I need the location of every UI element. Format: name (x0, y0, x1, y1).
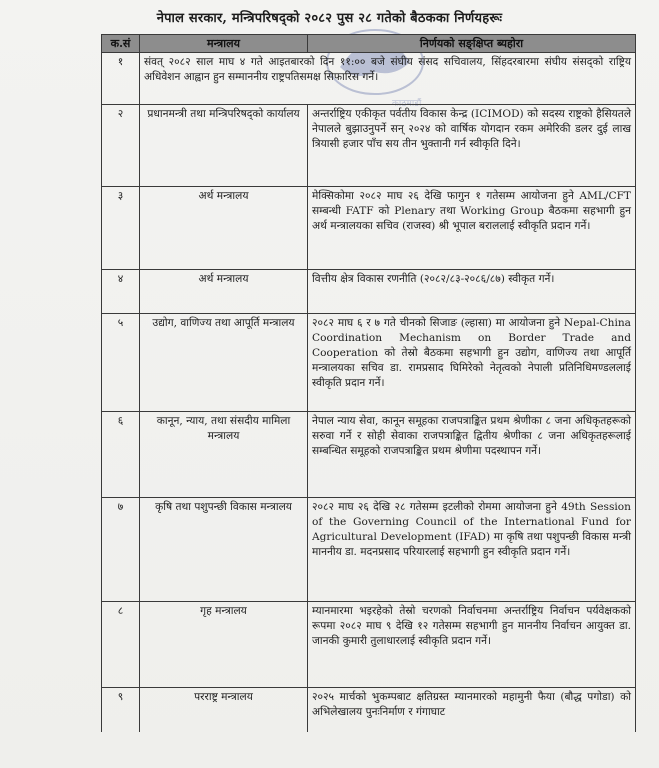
table-row (102, 187, 636, 270)
table-row (102, 498, 636, 602)
row-decision: २०८२ माघ ६ र ७ गते चीनको सिजाङ (ल्हासा) मा आयोजना हुने Nepal-China Coordination Mechanism on Border Trade and Cooperation को तेस्रो बैठकमा सहभागी हुन उद्योग, वाणिज्य तथा आपूर्ति मन्त्रालयका सचिव डा. रामप्रसाद घिमिरेको नेतृत्वको नेपाली प्रतिनिधिमण्डललाई स्वीकृति प्रदान गर्ने। (308, 314, 636, 412)
table-row (102, 314, 636, 412)
table-row (102, 53, 636, 105)
column-header-decision: निर्णयको सङ्क्षिप्त ब्यहोरा (308, 35, 636, 53)
seal-text: काठमाडौं (392, 99, 422, 109)
column-header-sn: क.सं (102, 35, 140, 53)
row-decision: वित्तीय क्षेत्र विकास रणनीति (२०८२/८३-२०८६/८७) स्वीकृत गर्ने। (308, 270, 636, 314)
row-sn: १ (102, 53, 140, 105)
row-ministry: कानून, न्याय, तथा संसदीय मामिला मन्त्रालय (140, 412, 308, 498)
document-title: नेपाल सरकार, मन्त्रिपरिषद्को २०८२ पुस २८ गतेको बैठकका निर्णयहरूः (156, 11, 503, 26)
row-decision: २०८२ माघ २६ देखि २८ गतेसम्म इटलीको रोममा आयोजना हुने 49th Session of the Governing Council of the International Fund for Agricultural Development (IFAD) मा कृषि तथा पशुपन्छी विकास मन्त्री माननीय डा. मदनप्रसाद परियारलाई सहभागी हुन स्वीकृति प्रदान गर्ने। (308, 498, 636, 602)
row-sn: ७ (102, 498, 140, 602)
table-row (102, 105, 636, 187)
row-ministry: कृषि तथा पशुपन्छी विकास मन्त्रालय (140, 498, 308, 602)
row-decision: नेपाल न्याय सेवा, कानून समूहका राजपत्राङ्कित प्रथम श्रेणीका ८ जना अधिकृतहरूको सरुवा गर्ने र सोही सेवाका राजपत्राङ्कित द्वितीय श्रेणीका ८ जना अधिकृतहरूलाई सम्बन्धित समूहको राजपत्राङ्कित प्रथम श्रेणीमा पदस्थापन गर्ने। (308, 412, 636, 498)
table-row (102, 602, 636, 688)
row-sn: २ (102, 105, 140, 187)
row-sn: ४ (102, 270, 140, 314)
row-decision: म्यानमारमा भइरहेको तेस्रो चरणको निर्वाचनमा अन्तर्राष्ट्रिय निर्वाचन पर्यवेक्षकको रूपमा २०८२ माघ ९ देखि १२ गतेसम्म सहभागी हुन माननीय निर्वाचन आयुक्त डा. जानकी कुमारी तुलाधारलाई स्वीकृति प्रदान गर्ने। (308, 602, 636, 688)
row-ministry: प्रधानमन्त्री तथा मन्त्रिपरिषद्को कार्यालय (140, 105, 308, 187)
table-row (102, 270, 636, 314)
row-sn: ८ (102, 602, 140, 688)
row-ministry: परराष्ट्र मन्त्रालय (140, 688, 308, 732)
decisions-table (101, 34, 636, 732)
row-sn: ५ (102, 314, 140, 412)
row-ministry: अर्थ मन्त्रालय (140, 187, 308, 270)
table-row (102, 412, 636, 498)
row-sn: ३ (102, 187, 140, 270)
table-row (102, 688, 636, 732)
row-decision: २०२५ मार्चको भुकम्पबाट क्षतिग्रस्त म्यानमारको महामुनी फैया (बौद्ध पगोडा) को अभिलेखालय पुनःनिर्माण र गंगाघाट (308, 688, 636, 732)
column-header-ministry: मन्त्रालय (140, 35, 308, 53)
table-header-row (102, 35, 636, 53)
row-decision: अन्तर्राष्ट्रिय एकीकृत पर्वतीय विकास केन्द्र (ICIMOD) को सदस्य राष्ट्रको हैसियतले नेपालले बुझाउनुपर्ने सन् २०२४ को वार्षिक योगदान रकम अमेरिकी डलर दुई लाख त्रियासी हजार पाँच सय तीन भुक्तानी गर्न स्वीकृति दिने। (308, 105, 636, 187)
row-ministry: उद्योग, वाणिज्य तथा आपूर्ति मन्त्रालय (140, 314, 308, 412)
row-decision: मेक्सिकोमा २०८२ माघ २६ देखि फागुन १ गतेसम्म आयोजना हुने AML/CFT सम्बन्धी FATF को Plenary तथा Working Group बैठकमा सहभागी हुन अर्थ मन्त्रालयका सचिव (राजस्व) श्री भूपाल बराललाई स्वीकृति प्रदान गर्ने। (308, 187, 636, 270)
row-ministry: अर्थ मन्त्रालय (140, 270, 308, 314)
row-sn: ६ (102, 412, 140, 498)
row-decision: संवत् २०८२ साल माघ ४ गते आइतबारको दिन ११:०० बजे संघीय संसद सचिवालय, सिंहदरबारमा संघीय संसद्को राष्ट्रिय अधिवेशन आह्वान हुन सम्माननीय राष्ट्रपतिसमक्ष सिफारिस गर्ने। (140, 53, 636, 105)
row-sn: ९ (102, 688, 140, 732)
row-ministry: गृह मन्त्रालय (140, 602, 308, 688)
